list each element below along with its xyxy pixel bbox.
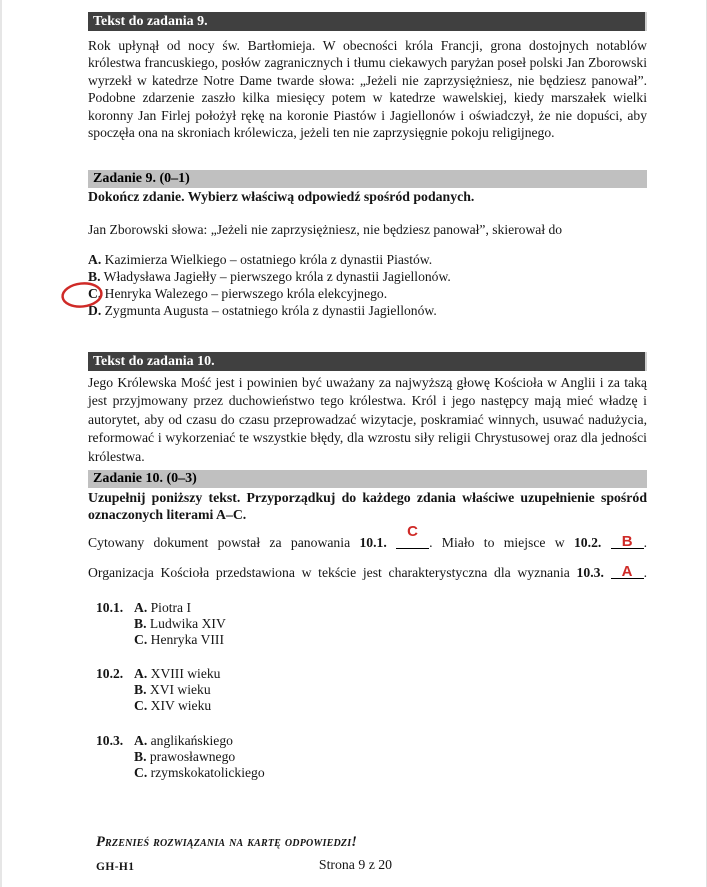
subquestion-label: 10.2. — [96, 666, 124, 681]
option-row-d — [88, 302, 647, 319]
task9-header-bar — [88, 170, 647, 188]
option-text: anglikańskiego — [150, 733, 233, 748]
text10-header-bar — [88, 352, 647, 371]
transfer-note: Przenieś rozwiązania na kartę odpowiedzi! — [96, 834, 358, 850]
option-letter: C. — [134, 698, 148, 714]
subquestion-row — [96, 600, 226, 616]
footer-page-number: Strona 9 z 20 — [318, 857, 393, 872]
option-text: rzymskokatolickiego — [150, 765, 265, 781]
cloze-ref: 10.1. — [359, 535, 387, 550]
cloze-ref: 10.3. — [576, 565, 604, 580]
option-text: Zygmunta Augusta – ostatniego króla z dynastii Jagiellonów. — [104, 303, 437, 319]
cloze-part: Cytowany dokument powstał za panowania — [88, 535, 351, 550]
subquestion-row — [96, 666, 220, 682]
option-letter: B. — [134, 682, 147, 698]
cloze-ref: 10.2. — [573, 535, 602, 550]
task10-header-bar — [88, 470, 647, 488]
option-text: Władysława Jagiełły – pierwszego króla z dynastii Jagiellonów. — [103, 269, 451, 285]
subquestion-row — [96, 749, 265, 765]
option-text: Piotra I — [150, 600, 192, 615]
subquestion-10-3 — [96, 733, 265, 781]
text9-body: Rok upłynął od nocy św. Bartłomieja. W obecności króla Francji, grona dostojnych notablów królestwa francuskiego, posłów zagranicznych i tłumu ciekawych paryżan poseł polski Jan Zborowski wyrzekł w katedrze Notre Dame twarde słowa: „Jeżeli nie zaprzysiężniesz, nie będziesz panował”. Podobne zdarzenie zaszło kilka miesięcy potem w katedrze wawelskiej, kiedy marszałek wielki koronny Jan Firlej położył rękę na koronie Piastów i Jagiellonów i oświadczył, że nie dopuści, aby spoczęła ona na skroniach królewicza, jeżeli ten nie zaprzysięgnie pokoju religijnego. — [88, 38, 647, 141]
cloze-part: Organizacja Kościoła przedstawiona w tekście jest charakterystyczna dla wyznania — [88, 565, 570, 580]
option-text: XVIII wieku — [150, 666, 221, 681]
option-letter: C. — [134, 765, 148, 781]
subquestion-row — [96, 765, 265, 781]
text10-body: Jego Królewska Mość jest i powinien być uważany za najwyższą głowę Kościoła w Anglii i za taką jest przyjmowany przez duchowieństwo tego królestwa. Król i jego następcy mają mieć władzę i autorytet, aby od czasu do czasu przeprowadzać wizytacje, poskramiać winnych, usuwać nadużycia, reformować i wykorzeniać te wszystkie błędy, dla wzrostu siły religii Chrystusowej oraz dla jedności królestwa. — [88, 375, 647, 464]
footer-code: GH-H1 — [96, 861, 135, 873]
option-letter: A. — [134, 733, 148, 748]
option-letter: A. — [134, 666, 148, 681]
subquestion-10-2 — [96, 666, 220, 714]
cloze-line-2 — [88, 563, 647, 583]
subquestion-row — [96, 698, 220, 714]
task9-instruction: Dokończ zdanie. Wybierz właściwą odpowiedź spośród podanych. — [88, 189, 475, 204]
option-letter: B. — [88, 269, 101, 285]
option-letter: B. — [134, 616, 147, 632]
option-row-b — [88, 268, 647, 285]
option-letter: A. — [88, 252, 102, 267]
cloze-dot: . — [643, 565, 648, 580]
text10-header-label: Tekst do zadania 10. — [93, 354, 215, 369]
option-text: Henryka Walezego – pierwszego króla elekcyjnego. — [104, 286, 388, 302]
option-letter: A. — [134, 600, 148, 615]
option-letter: C. — [134, 632, 148, 648]
answer-circle-mark — [59, 280, 105, 310]
option-text: Kazimierza Wielkiego – ostatniego króla z dynastii Piastów. — [104, 252, 433, 267]
subquestion-row — [96, 682, 220, 698]
subquestion-label: 10.1. — [96, 600, 124, 615]
text9-header-label: Tekst do zadania 9. — [93, 14, 208, 29]
task9-options — [88, 251, 647, 319]
option-letter: C. — [88, 286, 102, 302]
answer-blank-10-1 — [396, 523, 429, 549]
subquestion-row — [96, 733, 265, 749]
cloze-line-1 — [88, 523, 648, 553]
option-text: XIV wieku — [150, 698, 212, 714]
cloze-dot: . — [643, 535, 648, 550]
subquestion-10-1 — [96, 600, 226, 648]
option-row-a — [88, 251, 647, 268]
option-letter: B. — [134, 749, 147, 765]
cloze-part: Miało to miejsce w — [441, 535, 565, 550]
option-text: prawosławnego — [149, 749, 236, 765]
answer-letter-10-2: B — [621, 533, 633, 550]
answer-letter-10-1: C — [407, 523, 419, 540]
option-text: Ludwika XIV — [149, 616, 226, 632]
text9-header-bar — [88, 12, 647, 31]
task10-header-label: Zadanie 10. (0–3) — [93, 471, 197, 486]
task9-header-label: Zadanie 9. (0–1) — [93, 171, 190, 186]
option-row-c — [88, 285, 647, 302]
task10-instruction: Uzupełnij poniższy tekst. Przyporządkuj do każdego zdania właściwe uzupełnienie spośród oznaczonych literami A–C. — [88, 490, 647, 523]
option-text: XVI wieku — [149, 682, 211, 698]
cloze-dot: . — [429, 535, 433, 550]
answer-blank-10-2 — [611, 535, 644, 549]
option-letter: D. — [88, 303, 102, 319]
task9-stem: Jan Zborowski słowa: „Jeżeli nie zaprzysiężniesz, nie będziesz panował”, skierował do — [88, 222, 563, 237]
answer-blank-10-3 — [611, 565, 644, 579]
answer-letter-10-3: A — [621, 563, 633, 580]
subquestion-row — [96, 616, 226, 632]
option-text: Henryka VIII — [150, 632, 224, 648]
subquestion-label: 10.3. — [96, 733, 124, 748]
subquestion-row — [96, 632, 226, 648]
